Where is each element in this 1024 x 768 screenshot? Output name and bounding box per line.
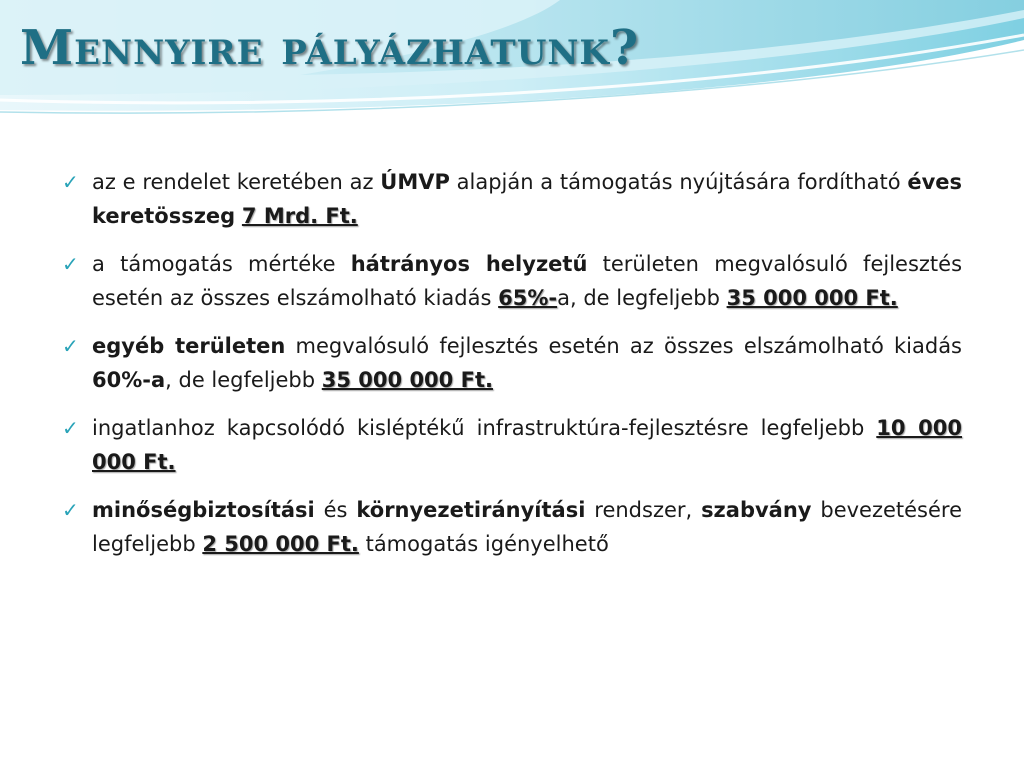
bullet-list — [62, 165, 962, 575]
checkmark-icon: ✓ — [62, 252, 79, 276]
checkmark-icon: ✓ — [62, 334, 79, 358]
amount-highlight: 10 000 000 Ft. — [92, 416, 963, 474]
amount-highlight: 2 500 000 Ft. — [202, 532, 359, 556]
list-item: ✓ a támogatás mértéke hátrányos helyzetű területen megvalósuló fejlesztés esetén az összes elszámolható kiadás 65%-a, de legfeljebb 35 000 000 Ft. — [62, 247, 962, 315]
page-title: Mennyire pályázhatunk? — [20, 20, 640, 76]
percent-highlight: 65%- — [498, 286, 558, 310]
amount-highlight: 35 000 000 Ft. — [321, 368, 493, 392]
list-item: ✓ az e rendelet keretében az ÚMVP alapján a támogatás nyújtására fordítható éves keretösszeg 7 Mrd. Ft. — [62, 165, 962, 233]
checkmark-icon: ✓ — [62, 416, 79, 440]
checkmark-icon: ✓ — [62, 498, 79, 522]
checkmark-icon: ✓ — [62, 170, 79, 194]
list-item: ✓ egyéb területen megvalósuló fejlesztés esetén az összes elszámolható kiadás 60%-a, de legfeljebb 35 000 000 Ft. — [62, 329, 962, 397]
amount-highlight: 7 Mrd. Ft. — [241, 204, 358, 228]
amount-highlight: 35 000 000 Ft. — [726, 286, 898, 310]
list-item: ✓ ingatlanhoz kapcsolódó kisléptékű infrastruktúra-fejlesztésre legfeljebb 10 000 000 Ft. — [62, 411, 962, 479]
list-item: ✓ minőségbiztosítási és környezetirányítási rendszer, szabvány bevezetésére legfeljebb 2 500 000 Ft. támogatás igényelhető — [62, 493, 962, 561]
